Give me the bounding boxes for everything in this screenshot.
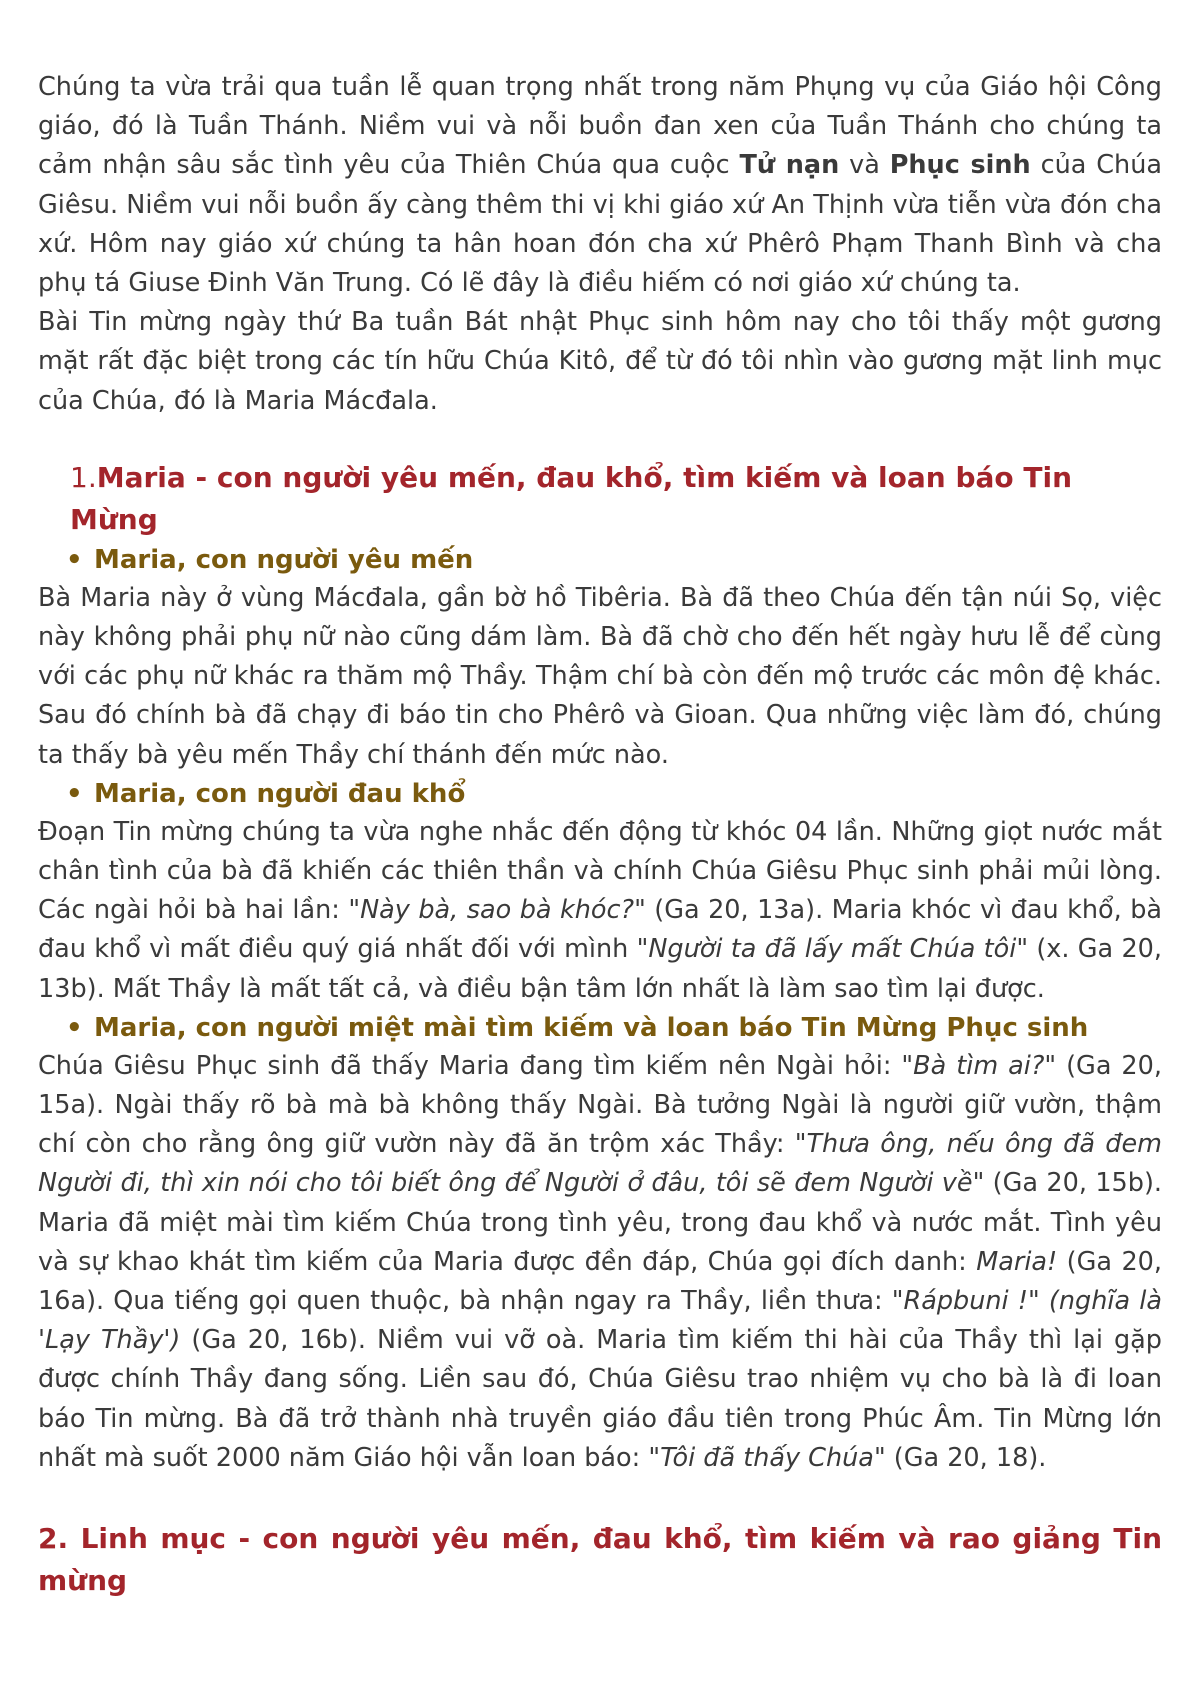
subheading-tim-kiem: • Maria, con người miệt mài tìm kiếm và loan báo Tin Mừng Phục sinh [66, 1009, 1162, 1047]
bullet-icon: • [66, 1012, 83, 1043]
bullet-icon: • [66, 778, 83, 809]
subheading-dau-kho: • Maria, con người đau khổ [66, 775, 1162, 813]
intro-paragraph-2: Bài Tin mừng ngày thứ Ba tuần Bát nhật Phục sinh hôm nay cho tôi thấy một gương mặt rất đặc biệt trong các tín hữu Chúa Kitô, để từ đó tôi nhìn vào gương mặt linh mục của Chúa, đó là Maria Mácđala. [38, 307, 1162, 416]
bold-tu-nan: Tử nạn [739, 150, 840, 181]
section-2-heading: 2. Linh mục - con người yêu mến, đau khổ, tìm kiếm và rao giảng Tin mừng [38, 1522, 1162, 1598]
paragraph-yeu-men: Bà Maria này ở vùng Mácđala, gần bờ hồ Tibêria. Bà đã theo Chúa đến tận núi Sọ, việc này không phải phụ nữ nào cũng dám làm. Bà đã chờ cho đến hết ngày hưu lễ để cùng với các phụ nữ khác ra thăm mộ Thầy. Thậm chí bà còn đến mộ trước các môn đệ khác. Sau đó chính bà đã chạy đi báo tin cho Phêrô và Gioan. Qua những việc làm đó, chúng ta thấy bà yêu mến Thầy chí thánh đến mức nào. [38, 582, 1162, 770]
paragraph-dau-kho: Đoạn Tin mừng chúng ta vừa nghe nhắc đến động từ khóc 04 lần. Những giọt nước mắt chân tình của bà đã khiến các thiên thần và chính Chúa Giêsu Phục sinh phải mủi lòng. Các ngài hỏi bà hai lần: "Này bà, sao bà khóc?" (Ga 20, 13a). Maria khóc vì đau khổ, bà đau khổ vì mất điều quý giá nhất đối với mình "Người ta đã lấy mất Chúa tôi" (x. Ga 20, 13b). Mất Thầy là mất tất cả, và điều bận tâm lớn nhất là làm sao tìm lại được. [38, 816, 1163, 1004]
subheading-yeu-men: • Maria, con người yêu mến [66, 541, 1162, 579]
intro-paragraph-1: Chúng ta vừa trải qua tuần lễ quan trọng nhất trong năm Phụng vụ của Giáo hội Công giáo, đó là Tuần Thánh. Niềm vui và nỗi buồn đan xen của Tuần Thánh cho chúng ta cảm nhận sâu sắc tình yêu của Thiên Chúa qua cuộc Tử nạn và Phục sinh của Chúa Giêsu. Niềm vui nỗi buồn ấy càng thêm thi vị khi giáo xứ An Thịnh vừa tiễn vừa đón cha xứ. Hôm nay giáo xứ chúng ta hân hoan đón cha xứ Phêrô Phạm Thanh Bình và cha phụ tá Giuse Đinh Văn Trung. Có lẽ đây là điều hiếm có nơi giáo xứ chúng ta. [38, 72, 1163, 299]
section-1-heading: 1.Maria - con người yêu mến, đau khổ, tìm kiếm và loan báo Tin Mừng [70, 460, 1073, 536]
paragraph-tim-kiem: Chúa Giêsu Phục sinh đã thấy Maria đang tìm kiếm nên Ngài hỏi: "Bà tìm ai?" (Ga 20, 15a). Ngài thấy rõ bà mà bà không thấy Ngài. Bà tưởng Ngài là người giữ vườn, thậm chí còn cho rằng ông giữ vườn này đã ăn trộm xác Thầy: "Thưa ông, nếu ông đã đem Người đi, thì xin nói cho tôi biết ông để Người ở đâu, tôi sẽ đem Người về" (Ga 20, 15b). Maria đã miệt mài tìm kiếm Chúa trong tình yêu, trong đau khổ và nước mắt. Tình yêu và sự khao khát tìm kiếm của Maria được đền đáp, Chúa gọi đích danh: Maria! (Ga 20, 16a). Qua tiếng gọi quen thuộc, bà nhận ngay ra Thầy, liền thưa: "Rápbuni !" (nghĩa là 'Lạy Thầy') (Ga 20, 16b). Niềm vui vỡ oà. Maria tìm kiếm thi hài của Thầy thì lại gặp được chính Thầy đang sống. Liền sau đó, Chúa Giêsu trao nhiệm vụ cho bà là đi loan báo Tin mừng. Bà đã trở thành nhà truyền giáo đầu tiên trong Phúc Âm. Tin Mừng lớn nhất mà suốt 2000 năm Giáo hội vẫn loan báo: "Tôi đã thấy Chúa" (Ga 20, 18). [38, 1050, 1163, 1473]
bullet-icon: • [66, 544, 83, 575]
bold-phuc-sinh: Phục sinh [889, 150, 1031, 181]
